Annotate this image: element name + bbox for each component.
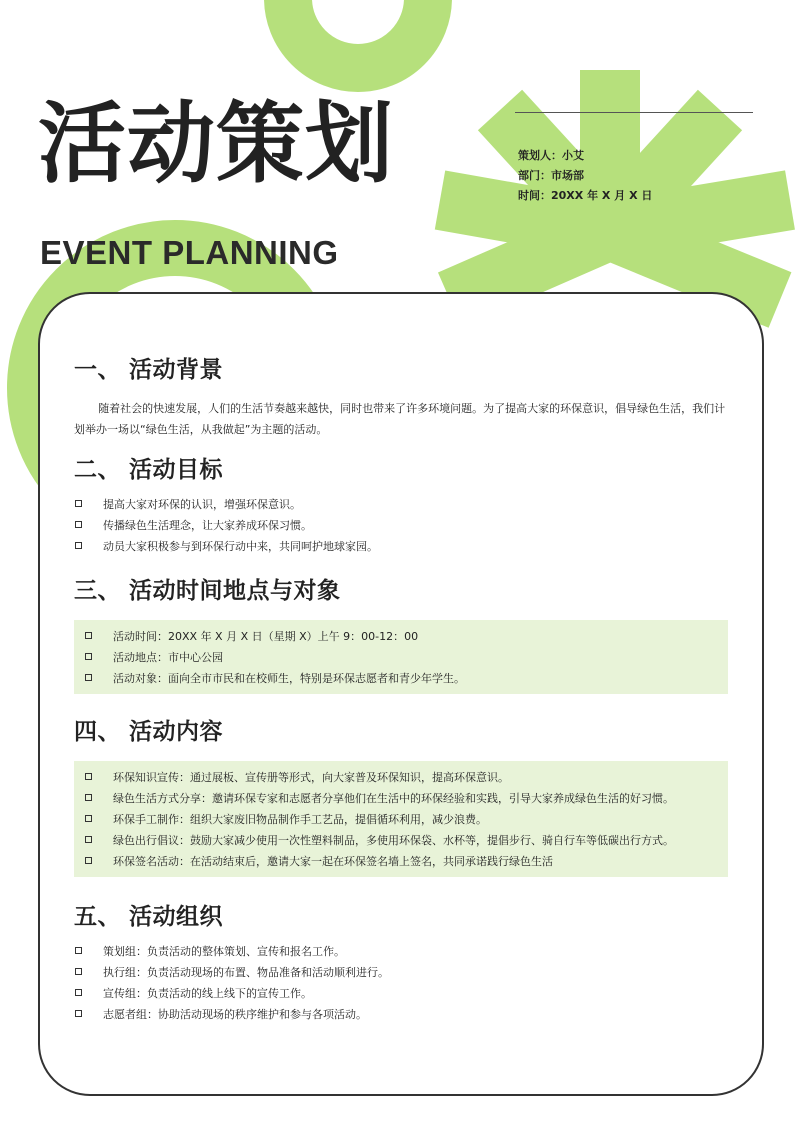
meta-info: [518, 146, 652, 206]
section-heading: [74, 713, 728, 746]
section-background: [74, 351, 728, 440]
list-item: [74, 941, 728, 962]
list-item-text: 传播绿色生活理念，让大家养成环保习惯。: [103, 519, 312, 532]
green-ring-top-icon: [288, 0, 428, 68]
checkbox-icon: [75, 947, 82, 954]
list-item: [74, 983, 728, 1004]
section-number: 一、: [74, 357, 121, 383]
list-item-text: 绿色出行倡议：鼓励大家减少使用一次性塑料制品，多使用环保袋、水杯等，提倡步行、骑自行车等低碳出行方式。: [113, 834, 674, 847]
checkbox-icon: [85, 857, 92, 864]
section-number: 四、: [74, 719, 121, 745]
checkbox-icon: [85, 836, 92, 843]
checkbox-icon: [85, 815, 92, 822]
list-item: [84, 851, 728, 872]
meta-divider: [515, 112, 753, 113]
content-list: [84, 767, 728, 872]
checkbox-icon: [75, 500, 82, 507]
section-title: 活动时间地点与对象: [129, 578, 341, 604]
content-card: [38, 292, 764, 1096]
list-item: [74, 494, 728, 515]
checkbox-icon: [75, 521, 82, 528]
checkbox-icon: [85, 653, 92, 660]
list-item: [74, 515, 728, 536]
checkbox-icon: [85, 794, 92, 801]
section-organization: [74, 898, 728, 1025]
section-goals: [74, 451, 728, 557]
list-item: [74, 962, 728, 983]
section-number: 三、: [74, 578, 121, 604]
meta-time: 时间：20XX 年 X 月 X 日: [518, 189, 653, 202]
section-heading: [74, 898, 728, 931]
list-item-text: 提高大家对环保的认识，增强环保意识。: [103, 498, 301, 511]
page-title: 活动策划: [38, 92, 395, 195]
checkbox-icon: [75, 968, 82, 975]
list-item-text: 环保手工制作：组织大家废旧物品制作手工艺品，提倡循环利用，减少浪费。: [113, 813, 487, 826]
list-item-text: 环保知识宣传：通过展板、宣传册等形式，向大家普及环保知识，提高环保意识。: [113, 771, 509, 784]
list-item-text: 策划组：负责活动的整体策划、宣传和报名工作。: [103, 945, 345, 958]
list-item-text: 宣传组：负责活动的线上线下的宣传工作。: [103, 987, 312, 1000]
list-item-text: 活动时间：20XX 年 X 月 X 日（星期 X）上午 9：00-12：00: [113, 630, 419, 643]
section-time-place: [74, 572, 728, 694]
list-item-text: 志愿者组：协助活动现场的秩序维护和参与各项活动。: [103, 1008, 367, 1021]
meta-department: 部门：市场部: [518, 169, 584, 182]
list-item-text: 活动地点：市中心公园: [113, 651, 223, 664]
section-title: 活动背景: [129, 357, 223, 383]
highlight-box: [74, 761, 728, 877]
section-heading: [74, 451, 728, 484]
list-item: [84, 767, 728, 788]
checkbox-icon: [85, 674, 92, 681]
checkbox-icon: [85, 773, 92, 780]
section-heading: [74, 351, 728, 384]
list-item-text: 绿色生活方式分享：邀请环保专家和志愿者分享他们在生活中的环保经验和实践，引导大家养成绿色生活的好习惯。: [113, 792, 674, 805]
page-subtitle-en: EVENT PLANNING: [40, 234, 339, 271]
list-item: [74, 1004, 728, 1025]
section-title: 活动内容: [129, 719, 223, 745]
section-heading: [74, 572, 728, 605]
goal-list: [74, 494, 728, 557]
section-content: [74, 713, 728, 877]
section-number: 五、: [74, 904, 121, 930]
section-title: 活动目标: [129, 457, 223, 483]
list-item: [74, 536, 728, 557]
list-item-text: 活动对象：面向全市市民和在校师生，特别是环保志愿者和青少年学生。: [113, 672, 465, 685]
list-item: [84, 626, 728, 647]
time-place-list: [84, 626, 728, 689]
meta-planner: 策划人：小艾: [518, 149, 584, 162]
list-item: [84, 830, 728, 851]
list-item: [84, 647, 728, 668]
highlight-box: [74, 620, 728, 694]
list-item-text: 动员大家积极参与到环保行动中来，共同呵护地球家园。: [103, 540, 378, 553]
checkbox-icon: [75, 542, 82, 549]
list-item: [84, 788, 728, 809]
section-paragraph: 随着社会的快速发展，人们的生活节奏越来越快，同时也带来了许多环境问题。为了提高大家的环保意识，倡导绿色生活，我们计划举办一场以“绿色生活，从我做起”为主题的活动。: [74, 402, 726, 436]
checkbox-icon: [75, 989, 82, 996]
checkbox-icon: [85, 632, 92, 639]
section-number: 二、: [74, 457, 121, 483]
list-item: [84, 668, 728, 689]
checkbox-icon: [75, 1010, 82, 1017]
section-title: 活动组织: [129, 904, 223, 930]
list-item: [84, 809, 728, 830]
list-item-text: 执行组：负责活动现场的布置、物品准备和活动顺利进行。: [103, 966, 389, 979]
organization-list: [74, 941, 728, 1025]
list-item-text: 环保签名活动：在活动结束后，邀请大家一起在环保签名墙上签名，共同承诺践行绿色生活: [113, 855, 553, 868]
